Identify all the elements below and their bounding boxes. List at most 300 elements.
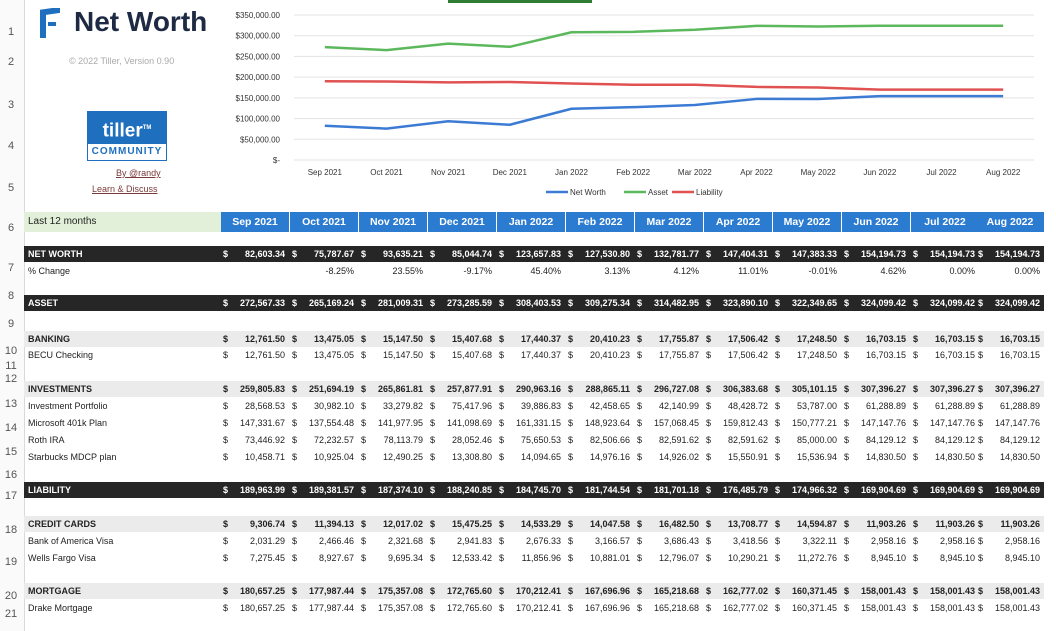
currency-symbol: $ [637, 485, 643, 495]
cell-amount: 14,976.16 [589, 452, 630, 462]
y-tick-label: $100,000.00 [235, 114, 280, 124]
value-cell[interactable] [704, 600, 772, 616]
currency-symbol: $ [775, 603, 781, 613]
value-cell[interactable] [635, 600, 703, 616]
value-cell[interactable] [221, 432, 289, 448]
currency-symbol: $ [430, 452, 436, 462]
value-cell[interactable] [566, 533, 634, 549]
value-cell[interactable] [976, 482, 1044, 498]
value-cell[interactable] [911, 381, 979, 397]
cell-amount: 10,458.71 [244, 452, 285, 462]
pct-change-cell[interactable]: 4.62% [880, 266, 906, 276]
value-cell[interactable] [704, 415, 772, 431]
value-cell[interactable] [290, 381, 358, 397]
value-cell[interactable] [359, 600, 427, 616]
value-cell[interactable] [976, 415, 1044, 431]
cell-amount: 322,349.65 [791, 298, 837, 308]
cell-amount: 177,987.44 [308, 603, 354, 613]
value-cell[interactable] [290, 449, 358, 465]
value-cell[interactable] [221, 600, 289, 616]
value-cell[interactable] [428, 331, 496, 347]
value-cell[interactable] [221, 516, 289, 532]
value-cell[interactable] [428, 583, 496, 599]
value-cell[interactable] [976, 295, 1044, 311]
value-cell[interactable] [428, 516, 496, 532]
currency-symbol: $ [292, 586, 298, 596]
currency-symbol: $ [223, 298, 229, 308]
value-cell[interactable] [428, 600, 496, 616]
value-cell[interactable] [359, 550, 427, 566]
value-cell[interactable] [359, 449, 427, 465]
value-cell[interactable] [566, 583, 634, 599]
value-cell[interactable] [359, 295, 427, 311]
value-cell[interactable] [428, 246, 496, 262]
month-header[interactable]: Jun 2022 [842, 212, 910, 232]
value-cell[interactable] [497, 295, 565, 311]
currency-symbol: $ [844, 350, 850, 360]
value-cell[interactable] [497, 347, 565, 363]
value-cell[interactable] [976, 398, 1044, 414]
tiller-logo-icon [38, 8, 62, 42]
value-cell[interactable] [635, 516, 703, 532]
currency-symbol: $ [568, 298, 574, 308]
value-cell[interactable] [773, 550, 841, 566]
value-cell[interactable] [290, 482, 358, 498]
currency-symbol: $ [978, 586, 984, 596]
value-cell[interactable] [842, 432, 910, 448]
value-cell[interactable] [773, 381, 841, 397]
value-cell[interactable] [497, 550, 565, 566]
value-cell[interactable] [290, 583, 358, 599]
value-cell[interactable] [704, 331, 772, 347]
value-cell[interactable] [635, 533, 703, 549]
author-link[interactable]: By @randy [116, 168, 161, 178]
cell-amount: 12,796.07 [658, 553, 699, 563]
value-cell[interactable] [566, 246, 634, 262]
value-cell[interactable] [566, 381, 634, 397]
value-cell[interactable] [704, 295, 772, 311]
value-cell[interactable] [842, 449, 910, 465]
cell-amount: 175,357.08 [377, 586, 423, 596]
value-cell[interactable] [566, 295, 634, 311]
pct-change-cell[interactable]: 11.01% [738, 266, 768, 276]
cell-amount: 11,903.26 [935, 519, 975, 529]
y-tick-label: $- [272, 156, 280, 165]
month-header[interactable]: Feb 2022 [566, 212, 634, 232]
table-row-pct-change [24, 263, 1044, 279]
value-cell[interactable] [704, 533, 772, 549]
value-cell[interactable] [635, 415, 703, 431]
value-cell[interactable] [497, 432, 565, 448]
value-cell[interactable] [359, 516, 427, 532]
value-cell[interactable] [635, 295, 703, 311]
value-cell[interactable] [221, 381, 289, 397]
month-header[interactable]: Mar 2022 [635, 212, 703, 232]
value-cell[interactable] [290, 415, 358, 431]
pct-change-cell[interactable]: 0.00% [1014, 266, 1040, 276]
currency-symbol: $ [637, 435, 643, 445]
value-cell[interactable] [704, 583, 772, 599]
value-cell[interactable] [976, 550, 1044, 566]
currency-symbol: $ [913, 334, 919, 344]
value-cell[interactable] [842, 347, 910, 363]
tiller-community-badge[interactable] [87, 111, 167, 161]
row-label: CREDIT CARDS [28, 519, 97, 529]
value-cell[interactable] [290, 347, 358, 363]
value-cell[interactable] [635, 583, 703, 599]
currency-symbol: $ [361, 350, 367, 360]
pct-change-cell[interactable]: 0.00% [949, 266, 975, 276]
cell-amount: 12,533.42 [451, 553, 492, 563]
value-cell[interactable] [635, 550, 703, 566]
value-cell[interactable] [773, 347, 841, 363]
value-cell[interactable] [290, 600, 358, 616]
value-cell[interactable] [842, 398, 910, 414]
cell-amount: 158,001.43 [860, 586, 906, 596]
value-cell[interactable] [842, 381, 910, 397]
value-cell[interactable] [290, 432, 358, 448]
x-tick-label: May 2022 [800, 168, 836, 177]
value-cell[interactable] [221, 331, 289, 347]
value-cell[interactable] [359, 398, 427, 414]
cell-amount: 123,657.83 [515, 249, 561, 259]
value-cell[interactable] [635, 432, 703, 448]
value-cell[interactable] [221, 398, 289, 414]
currency-symbol: $ [430, 519, 436, 529]
value-cell[interactable] [911, 449, 979, 465]
value-cell[interactable] [566, 415, 634, 431]
row-number: 14 [4, 422, 18, 434]
value-cell[interactable] [497, 381, 565, 397]
pct-change-cell[interactable]: 4.12% [673, 266, 699, 276]
value-cell[interactable] [842, 516, 910, 532]
value-cell[interactable] [773, 432, 841, 448]
value-cell[interactable] [773, 482, 841, 498]
value-cell[interactable] [428, 432, 496, 448]
value-cell[interactable] [221, 482, 289, 498]
value-cell[interactable] [428, 449, 496, 465]
value-cell[interactable] [566, 516, 634, 532]
pct-change-cell[interactable]: -8.25% [325, 266, 354, 276]
cell-amount: 324,099.42 [860, 298, 906, 308]
value-cell[interactable] [359, 246, 427, 262]
value-cell[interactable] [842, 295, 910, 311]
value-cell[interactable] [497, 246, 565, 262]
value-cell[interactable] [704, 550, 772, 566]
value-cell[interactable] [704, 398, 772, 414]
currency-symbol: $ [361, 418, 367, 428]
value-cell[interactable] [773, 246, 841, 262]
value-cell[interactable] [359, 381, 427, 397]
value-cell[interactable] [911, 533, 979, 549]
value-cell[interactable] [566, 331, 634, 347]
currency-symbol: $ [978, 418, 984, 428]
value-cell[interactable] [290, 246, 358, 262]
cell-amount: 288,865.11 [585, 384, 630, 394]
value-cell[interactable] [497, 600, 565, 616]
value-cell[interactable] [911, 482, 979, 498]
value-cell[interactable] [773, 533, 841, 549]
row-label: Drake Mortgage [28, 603, 93, 613]
value-cell[interactable] [704, 482, 772, 498]
value-cell[interactable] [976, 432, 1044, 448]
value-cell[interactable] [290, 516, 358, 532]
row-number: 1 [7, 26, 15, 38]
cell-amount: 14,094.65 [520, 452, 561, 462]
value-cell[interactable] [911, 398, 979, 414]
month-header[interactable]: Dec 2021 [428, 212, 496, 232]
value-cell[interactable] [911, 583, 979, 599]
value-cell[interactable] [842, 583, 910, 599]
cell-amount: 42,458.65 [589, 401, 630, 411]
value-cell[interactable] [635, 449, 703, 465]
currency-symbol: $ [292, 435, 298, 445]
table-row-wf [24, 550, 1044, 566]
value-cell[interactable] [842, 533, 910, 549]
value-cell[interactable] [635, 482, 703, 498]
currency-symbol: $ [978, 334, 984, 344]
value-cell[interactable] [704, 516, 772, 532]
value-cell[interactable] [842, 600, 910, 616]
value-cell[interactable] [773, 516, 841, 532]
value-cell[interactable] [497, 533, 565, 549]
value-cell[interactable] [842, 331, 910, 347]
currency-symbol: $ [223, 350, 229, 360]
currency-symbol: $ [292, 334, 298, 344]
value-cell[interactable] [911, 516, 979, 532]
value-cell[interactable] [566, 482, 634, 498]
currency-symbol: $ [844, 249, 850, 259]
value-cell[interactable] [773, 449, 841, 465]
value-cell[interactable] [221, 533, 289, 549]
value-cell[interactable] [221, 295, 289, 311]
value-cell[interactable] [911, 600, 979, 616]
value-cell[interactable] [359, 331, 427, 347]
value-cell[interactable] [428, 415, 496, 431]
value-cell[interactable] [704, 347, 772, 363]
currency-symbol: $ [775, 553, 781, 563]
currency-symbol: $ [568, 586, 574, 596]
value-cell[interactable] [497, 415, 565, 431]
currency-symbol: $ [978, 384, 984, 394]
value-cell[interactable] [911, 432, 979, 448]
currency-symbol: $ [568, 249, 574, 259]
cell-amount: 147,331.67 [239, 418, 285, 428]
cell-amount: 132,781.77 [653, 249, 699, 259]
value-cell[interactable] [221, 347, 289, 363]
cell-amount: 82,591.62 [727, 435, 768, 445]
currency-symbol: $ [844, 536, 850, 546]
cell-amount: 61,288.89 [865, 401, 906, 411]
month-header[interactable]: Jan 2022 [497, 212, 565, 232]
value-cell[interactable] [359, 533, 427, 549]
value-cell[interactable] [842, 482, 910, 498]
value-cell[interactable] [566, 600, 634, 616]
value-cell[interactable] [566, 398, 634, 414]
row-label: INVESTMENTS [28, 384, 93, 394]
value-cell[interactable] [704, 449, 772, 465]
value-cell[interactable] [359, 583, 427, 599]
value-cell[interactable] [773, 415, 841, 431]
cell-amount: 75,417.96 [451, 401, 492, 411]
cell-amount: 154,194.73 [994, 249, 1040, 259]
value-cell[interactable] [290, 295, 358, 311]
value-cell[interactable] [221, 415, 289, 431]
value-cell[interactable] [976, 583, 1044, 599]
value-cell[interactable] [704, 432, 772, 448]
value-cell[interactable] [428, 347, 496, 363]
value-cell[interactable] [221, 550, 289, 566]
x-tick-label: Feb 2022 [616, 168, 651, 177]
row-number: 10 [4, 345, 18, 357]
value-cell[interactable] [428, 550, 496, 566]
cell-amount: 13,475.05 [313, 350, 354, 360]
value-cell[interactable] [773, 295, 841, 311]
value-cell[interactable] [497, 516, 565, 532]
value-cell[interactable] [635, 331, 703, 347]
pct-change-cell[interactable]: 3.13% [604, 266, 630, 276]
cell-amount: 127,530.80 [584, 249, 630, 259]
value-cell[interactable] [635, 347, 703, 363]
month-header[interactable]: Nov 2021 [359, 212, 427, 232]
month-header[interactable]: Jul 2022 [911, 212, 979, 232]
value-cell[interactable] [428, 482, 496, 498]
value-cell[interactable] [359, 482, 427, 498]
month-header[interactable]: Oct 2021 [290, 212, 358, 232]
value-cell[interactable] [221, 449, 289, 465]
value-cell[interactable] [566, 449, 634, 465]
currency-symbol: $ [706, 401, 712, 411]
value-cell[interactable] [290, 398, 358, 414]
currency-symbol: $ [913, 485, 919, 495]
cell-amount: 33,279.82 [382, 401, 423, 411]
value-cell[interactable] [221, 583, 289, 599]
month-header[interactable]: Apr 2022 [704, 212, 772, 232]
cell-amount: 61,288.89 [999, 401, 1040, 411]
value-cell[interactable] [497, 449, 565, 465]
value-cell[interactable] [566, 347, 634, 363]
value-cell[interactable] [290, 331, 358, 347]
value-cell[interactable] [635, 381, 703, 397]
value-cell[interactable] [359, 347, 427, 363]
value-cell[interactable] [428, 533, 496, 549]
value-cell[interactable] [842, 415, 910, 431]
value-cell[interactable] [221, 246, 289, 262]
currency-symbol: $ [706, 485, 712, 495]
currency-symbol: $ [223, 553, 229, 563]
value-cell[interactable] [359, 432, 427, 448]
month-header[interactable]: Aug 2022 [976, 212, 1044, 232]
value-cell[interactable] [911, 295, 979, 311]
value-cell[interactable] [497, 331, 565, 347]
currency-symbol: $ [568, 384, 574, 394]
pct-change-cell[interactable]: 45.40% [530, 266, 561, 276]
cell-amount: 8,945.10 [939, 553, 975, 563]
currency-symbol: $ [913, 249, 919, 259]
value-cell[interactable] [497, 482, 565, 498]
value-cell[interactable] [704, 246, 772, 262]
value-cell[interactable] [976, 246, 1044, 262]
value-cell[interactable] [842, 550, 910, 566]
value-cell[interactable] [635, 398, 703, 414]
value-cell[interactable] [773, 583, 841, 599]
value-cell[interactable] [428, 398, 496, 414]
value-cell[interactable] [566, 550, 634, 566]
value-cell[interactable] [497, 398, 565, 414]
cell-amount: 17,755.87 [658, 334, 699, 344]
currency-symbol: $ [223, 452, 229, 462]
currency-symbol: $ [223, 536, 229, 546]
cell-amount: 28,052.46 [451, 435, 492, 445]
currency-symbol: $ [637, 452, 643, 462]
currency-symbol: $ [706, 435, 712, 445]
row-number: 3 [7, 99, 15, 111]
currency-symbol: $ [775, 586, 781, 596]
month-header[interactable]: Sep 2021 [221, 212, 289, 232]
value-cell[interactable] [976, 347, 1044, 363]
value-cell[interactable] [290, 550, 358, 566]
currency-symbol: $ [430, 586, 436, 596]
currency-symbol: $ [844, 298, 850, 308]
pct-change-cell[interactable] [221, 263, 285, 279]
cell-amount: 251,694.19 [308, 384, 354, 394]
value-cell[interactable] [976, 516, 1044, 532]
value-cell[interactable] [635, 246, 703, 262]
currency-symbol: $ [430, 435, 436, 445]
value-cell[interactable] [911, 246, 979, 262]
row-number: 11 [5, 360, 17, 372]
value-cell[interactable] [773, 398, 841, 414]
cell-amount: 13,708.77 [727, 519, 768, 529]
value-cell[interactable] [911, 331, 979, 347]
currency-symbol: $ [499, 418, 505, 428]
value-cell[interactable] [976, 600, 1044, 616]
value-cell[interactable] [497, 583, 565, 599]
value-cell[interactable] [842, 246, 910, 262]
value-cell[interactable] [976, 449, 1044, 465]
value-cell[interactable] [290, 533, 358, 549]
pct-change-cell[interactable]: -9.17% [463, 266, 492, 276]
learn-discuss-link[interactable]: Learn & Discuss [92, 184, 158, 194]
value-cell[interactable] [566, 432, 634, 448]
cell-amount: 147,147.76 [994, 418, 1040, 428]
value-cell[interactable] [428, 295, 496, 311]
value-cell[interactable] [911, 347, 979, 363]
value-cell[interactable] [773, 600, 841, 616]
currency-symbol: $ [706, 586, 712, 596]
value-cell[interactable] [976, 381, 1044, 397]
currency-symbol: $ [499, 334, 505, 344]
value-cell[interactable] [976, 331, 1044, 347]
month-header[interactable]: May 2022 [773, 212, 841, 232]
value-cell[interactable] [911, 415, 979, 431]
currency-symbol: $ [430, 536, 436, 546]
value-cell[interactable] [976, 533, 1044, 549]
value-cell[interactable] [428, 381, 496, 397]
pct-change-cell[interactable]: -0.01% [808, 266, 837, 276]
cell-amount: 150,777.21 [791, 418, 837, 428]
currency-symbol: $ [568, 485, 574, 495]
pct-change-cell[interactable]: 23.55% [392, 266, 423, 276]
cell-amount: 12,761.50 [244, 334, 285, 344]
cell-amount: 17,440.37 [520, 350, 561, 360]
value-cell[interactable] [359, 415, 427, 431]
value-cell[interactable] [773, 331, 841, 347]
value-cell[interactable] [911, 550, 979, 566]
cell-amount: 154,194.73 [929, 249, 975, 259]
value-cell[interactable] [704, 381, 772, 397]
cell-amount: 148,923.64 [584, 418, 630, 428]
